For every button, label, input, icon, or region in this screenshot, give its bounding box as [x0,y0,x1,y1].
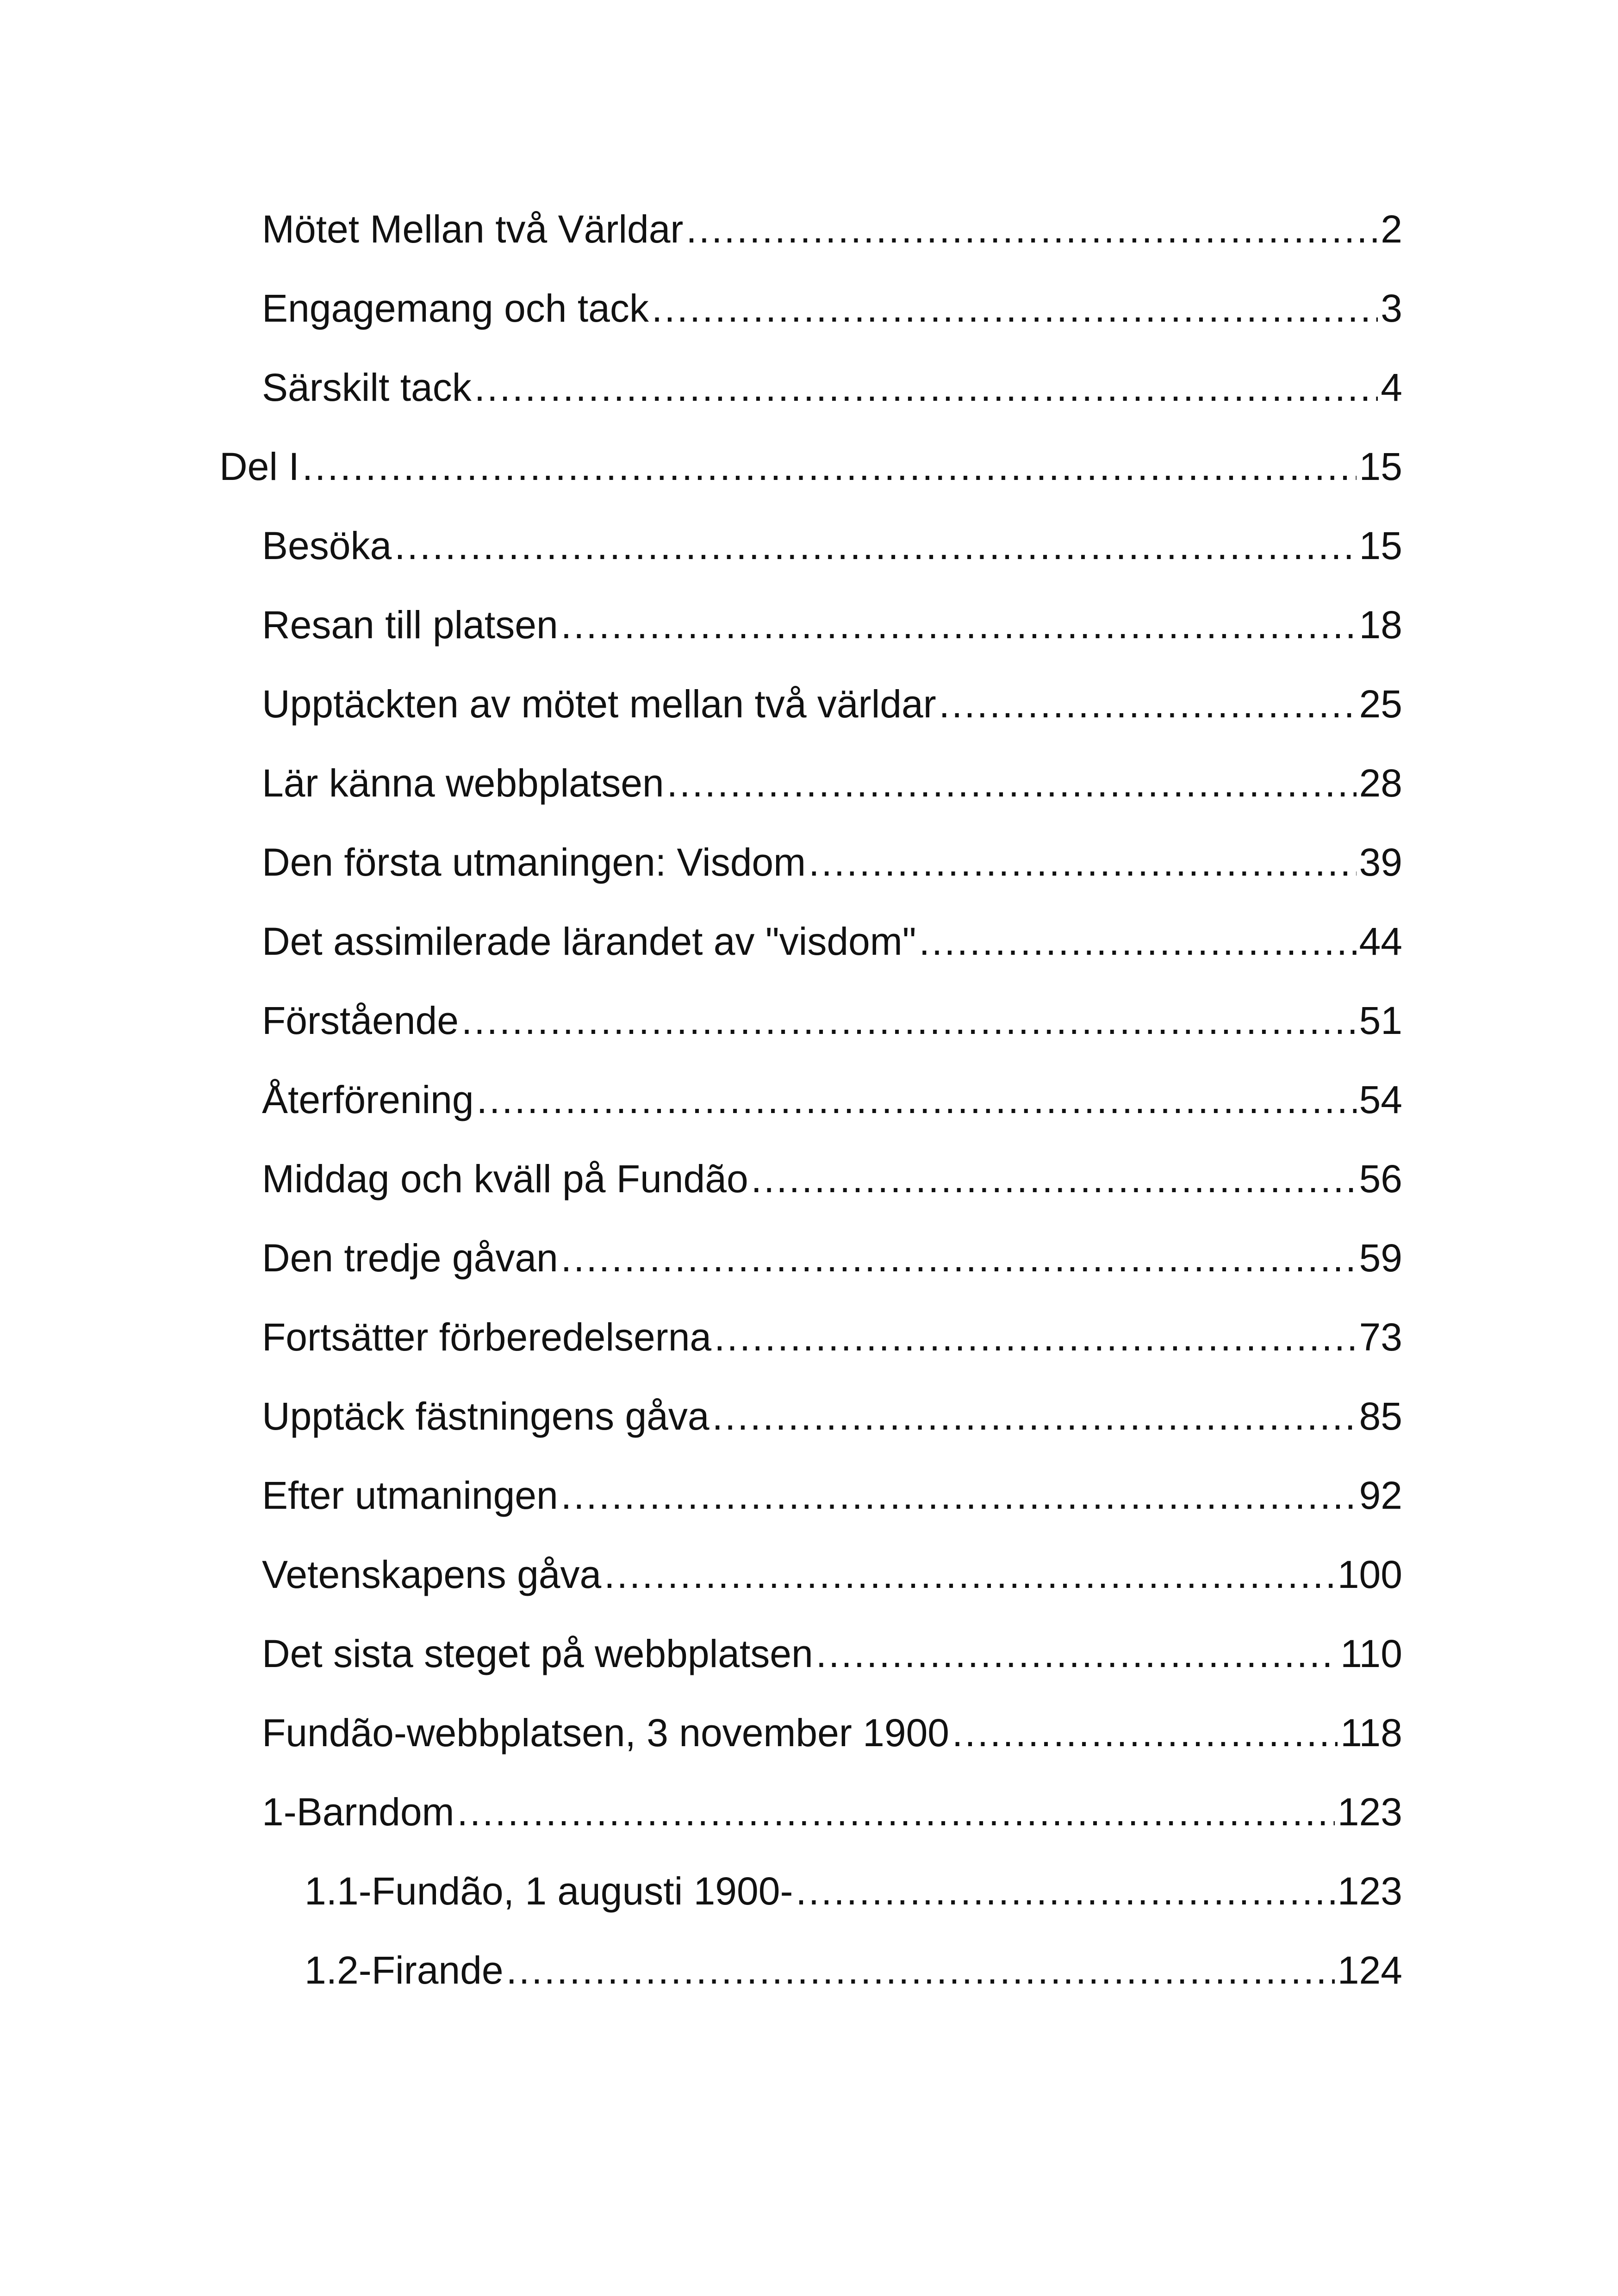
toc-dot-leader [919,918,1357,964]
toc-entry-title: Det sista steget på webbplatsen [262,1632,813,1675]
toc-entry-page-number: 15 [1359,445,1402,488]
toc-entry-page-number: 123 [1337,1790,1402,1834]
toc-entry-page-number: 124 [1337,1948,1402,1992]
toc-entry[interactable] [0,602,1618,681]
toc-entry-page-number: 54 [1359,1078,1402,1121]
toc-entry-title: 1.2-Firande [305,1948,504,1992]
toc-dot-leader [506,1947,1335,1993]
toc-entry-page-number: 100 [1337,1553,1402,1596]
toc-dot-leader [816,1630,1338,1677]
toc-entry-title: 1-Barndom [262,1790,454,1834]
toc-entry[interactable] [0,681,1618,760]
toc-entry-title: 1.1-Fundão, 1 augusti 1900- [305,1869,793,1913]
toc-entry-title: Fortsätter förberedelserna [262,1315,712,1359]
toc-entry[interactable] [0,1551,1618,1630]
toc-dot-leader [561,1235,1357,1281]
toc-dot-leader [652,285,1378,331]
toc-dot-leader [474,364,1378,411]
toc-entry[interactable] [0,364,1618,443]
toc-entry-page-number: 25 [1359,682,1402,726]
toc-dot-leader [952,1710,1338,1756]
toc-dot-leader [457,1789,1335,1835]
toc-dot-leader [667,760,1357,806]
toc-entry-title: Resan till platsen [262,603,558,647]
toc-dot-leader [939,681,1357,727]
toc-entry-title: Engagemang och tack [262,286,649,330]
toc-entry-title: Mötet Mellan två Världar [262,207,684,251]
toc-entry-page-number: 59 [1359,1236,1402,1280]
toc-entry[interactable] [0,206,1618,285]
toc-entry[interactable] [0,918,1618,997]
toc-entry[interactable] [0,1710,1618,1789]
toc-entry-page-number: 92 [1359,1474,1402,1517]
toc-dot-leader [604,1551,1335,1598]
toc-entry-page-number: 118 [1340,1711,1402,1755]
toc-dot-leader [751,1156,1357,1202]
toc-entry-page-number: 18 [1359,603,1402,647]
toc-entry-title: Vetenskapens gåva [262,1553,602,1596]
toc-entry[interactable] [0,1472,1618,1551]
toc-entry-title: Det assimilerade lärandet av "visdom" [262,920,916,963]
toc-entry-page-number: 3 [1381,286,1402,330]
toc-dot-leader [461,997,1357,1044]
toc-entry[interactable] [0,1868,1618,1947]
toc-entry-title: Del I [219,445,299,488]
toc-dot-leader [394,523,1356,569]
toc-entry-title: Middag och kväll på Fundão [262,1157,748,1201]
toc-dot-leader [686,206,1378,252]
toc-entry[interactable] [0,1630,1618,1710]
toc-entry-page-number: 73 [1359,1315,1402,1359]
toc-entry[interactable] [0,1947,1618,2026]
toc-entry[interactable] [0,443,1618,523]
toc-entry[interactable] [0,997,1618,1076]
toc-entry-title: Förstående [262,999,459,1042]
toc-entry[interactable] [0,285,1618,364]
toc-entry[interactable] [0,1789,1618,1868]
toc-entry-page-number: 15 [1359,524,1402,567]
toc-entry-page-number: 4 [1381,366,1402,409]
toc-entry[interactable] [0,760,1618,839]
toc-dot-leader [561,1472,1357,1518]
toc-entry-title: Den första utmaningen: Visdom [262,840,806,884]
toc-entry[interactable] [0,1235,1618,1314]
toc-entry-page-number: 85 [1359,1394,1402,1438]
toc-entry-page-number: 39 [1359,840,1402,884]
toc-dot-leader [809,839,1356,885]
toc-entry-page-number: 56 [1359,1157,1402,1201]
toc-entry-page-number: 44 [1359,920,1402,963]
toc-entry-page-number: 51 [1359,999,1402,1042]
toc-entry-title: Upptäckten av mötet mellan två världar [262,682,936,726]
table-of-contents [0,206,1618,2026]
toc-entry[interactable] [0,523,1618,602]
toc-entry[interactable] [0,839,1618,918]
toc-dot-leader [796,1868,1334,1914]
toc-entry[interactable] [0,1076,1618,1156]
toc-dot-leader [712,1393,1357,1439]
toc-entry-title: Återförening [262,1078,474,1121]
toc-entry[interactable] [0,1393,1618,1472]
toc-entry-page-number: 28 [1359,761,1402,805]
toc-dot-leader [477,1076,1357,1123]
toc-entry-page-number: 123 [1337,1869,1402,1913]
toc-entry-title: Upptäck fästningens gåva [262,1394,709,1438]
toc-dot-leader [714,1314,1356,1360]
toc-entry-title: Fundão-webbplatsen, 3 november 1900 [262,1711,950,1755]
toc-entry-page-number: 110 [1340,1632,1402,1675]
toc-entry[interactable] [0,1156,1618,1235]
toc-entry-title: Särskilt tack [262,366,472,409]
toc-entry-title: Besöka [262,524,392,567]
toc-entry-title: Efter utmaningen [262,1474,558,1517]
toc-dot-leader [561,602,1357,648]
toc-entry-page-number: 2 [1381,207,1402,251]
toc-entry[interactable] [0,1314,1618,1393]
toc-entry-title: Lär känna webbplatsen [262,761,664,805]
toc-dot-leader [302,443,1357,490]
toc-entry-title: Den tredje gåvan [262,1236,558,1280]
